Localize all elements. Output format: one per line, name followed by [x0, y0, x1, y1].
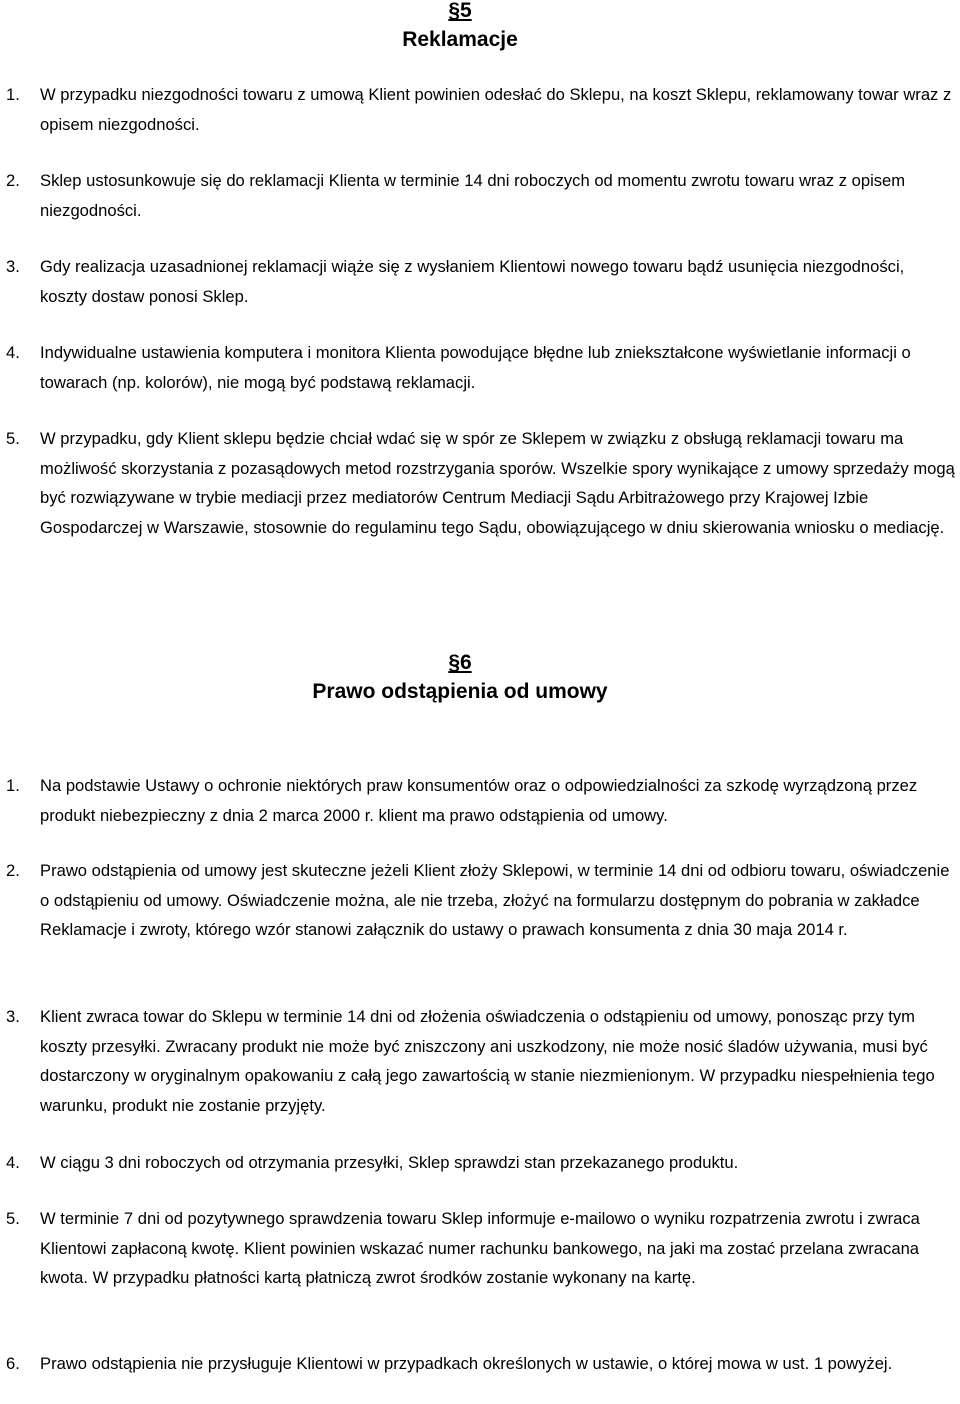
list-item	[0, 80, 960, 139]
section-heading	[0, 0, 920, 54]
item-text: W terminie 7 dni od pozytywnego sprawdzenia towaru Sklep informuje e-mailowo o wyniku rozpatrzenia zwrotu i zwraca Klientowi zapłaconą kwotę. Klient powinien wskazać numer rachunku bankowego, na jaki ma zostać przelana zwracana kwota. W przypadku płatności kartą płatniczą zwrot środków zostanie wykonany na kartę.	[40, 1209, 920, 1287]
item-text: W przypadku niezgodności towaru z umową Klient powinien odesłać do Sklepu, na koszt Sklepu, reklamowany towar wraz z opisem niezgodności.	[40, 85, 952, 134]
item-number: 6.	[6, 1354, 20, 1373]
item-text: W przypadku, gdy Klient sklepu będzie chciał wdać się w spór ze Sklepem w związku z obsługą reklamacji towaru ma możliwość skorzystania z pozasądowych metod rozstrzygania sporów. Wszelkie spory wynikające z umowy sprzedaży mogą być rozwiązywane w trybie mediacji przez mediatorów Centrum Mediacji Sądu Arbitrażowego przy Krajowej Izbie Gospodarczej w Warszawie, stosownie do regulaminu tego Sądu, obowiązującego w dniu skierowania wniosku o mediację.	[40, 429, 955, 537]
item-text: W ciągu 3 dni roboczych od otrzymania przesyłki, Sklep sprawdzi stan przekazanego produktu.	[40, 1153, 739, 1172]
item-number: 1.	[6, 85, 20, 104]
list-item	[0, 856, 960, 945]
item-number: 4.	[6, 343, 20, 362]
item-number: 4.	[6, 1153, 20, 1172]
list-item	[0, 771, 960, 830]
item-number: 3.	[6, 1007, 20, 1026]
section-title: Prawo odstąpienia od umowy	[312, 680, 608, 703]
item-text: Klient zwraca towar do Sklepu w terminie 14 dni od złożenia oświadczenia o odstąpieniu od umowy, ponosząc przy tym koszty przesyłki. Zwracany produkt nie może być zniszczony ani uszkodzony, nie może nosić śladów używania, musi być dostarczony w oryginalnym opakowaniu z całą jego zawartością w stanie niezmienionym. W przypadku niespełnienia tego warunku, produkt nie zostanie przyjęty.	[40, 1007, 935, 1115]
section-number: §5	[448, 0, 472, 22]
section-number: §6	[448, 651, 472, 674]
item-text: Na podstawie Ustawy o ochronie niektórych praw konsumentów oraz o odpowiedzialności za szkodę wyrządzoną przez produkt niebezpieczny z dnia 2 marca 2000 r. klient ma prawo odstąpienia od umowy.	[40, 776, 918, 825]
list-item	[0, 166, 960, 225]
item-text: Sklep ustosunkowuje się do reklamacji Klienta w terminie 14 dni roboczych od momentu zwrotu towaru wraz z opisem niezgodności.	[40, 171, 906, 220]
item-number: 5.	[6, 1209, 20, 1228]
item-number: 2.	[6, 861, 20, 880]
item-text: Prawo odstąpienia od umowy jest skuteczne jeżeli Klient złoży Sklepowi, w terminie 14 dni od odbioru towaru, oświadczenie o odstąpieniu od umowy. Oświadczenie można, ale nie trzeba, złożyć na formularzu dostępnym do pobrania w zakładce Reklamacje i zwroty, którego wzór stanowi załącznik do ustawy o prawach konsumenta z dnia 30 maja 2014 r.	[40, 861, 950, 939]
item-number: 2.	[6, 171, 20, 190]
list-item	[0, 338, 960, 397]
list-item	[0, 1002, 960, 1120]
item-text: Gdy realizacja uzasadnionej reklamacji wiąże się z wysłaniem Klientowi nowego towaru bądź usunięcia niezgodności, koszty dostaw ponosi Sklep.	[40, 257, 905, 306]
list-item	[0, 1349, 960, 1379]
section-heading	[0, 648, 920, 706]
item-text: Indywidualne ustawienia komputera i monitora Klienta powodujące błędne lub zniekształcone wyświetlanie informacji o towarach (np. kolorów), nie mogą być podstawą reklamacji.	[40, 343, 911, 392]
section-title: Reklamacje	[402, 28, 518, 51]
list-item	[0, 424, 960, 542]
list-item	[0, 1148, 960, 1178]
item-number: 1.	[6, 776, 20, 795]
item-text: Prawo odstąpienia nie przysługuje Klientowi w przypadkach określonych w ustawie, o której mowa w ust. 1 powyżej.	[40, 1354, 893, 1373]
item-number: 3.	[6, 257, 20, 276]
item-number: 5.	[6, 429, 20, 448]
list-item	[0, 1204, 960, 1293]
list-item	[0, 252, 960, 311]
